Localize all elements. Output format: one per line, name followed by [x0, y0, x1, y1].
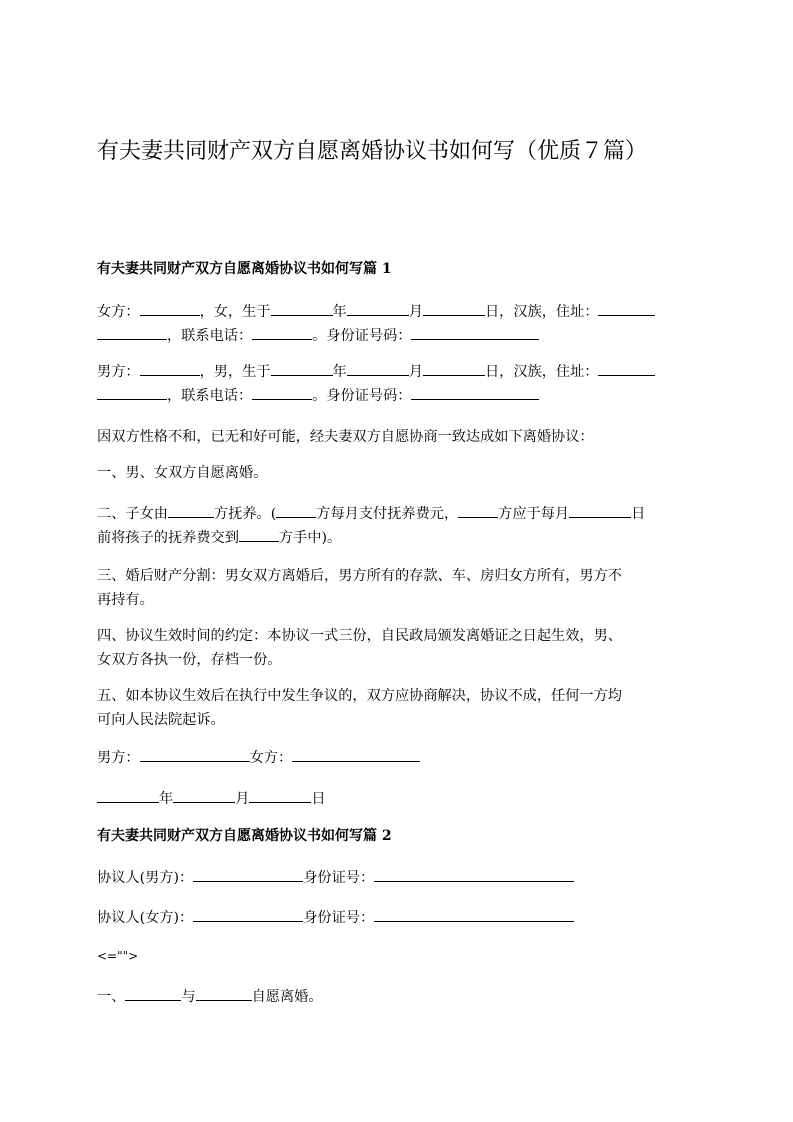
phone-label: ，联系电话： [167, 328, 253, 344]
clause-2-child-custody [97, 502, 697, 550]
man-gender-birth-label: ，男，生于 [199, 364, 271, 380]
clause-text: 自愿离婚。 [251, 989, 323, 1005]
year-label: 年 [159, 791, 174, 807]
stray-markup-text: <=""> [97, 949, 139, 963]
blank-line [252, 324, 312, 340]
blank-line [411, 384, 539, 400]
year-label: 年 [332, 304, 347, 320]
blank-line [271, 300, 333, 316]
blank-line [125, 985, 181, 1001]
address-label: 日，汉族，住址： [484, 364, 599, 380]
id-number-label: 身份证号： [303, 870, 375, 886]
month-label: 月 [408, 304, 423, 320]
party-man-label: 协议人(男方)： [97, 870, 194, 886]
clause-text: 再持有。 [97, 592, 154, 608]
blank-line [193, 866, 303, 882]
clause-4-effective-date [97, 624, 697, 672]
clause-text: 方手中)。 [278, 530, 342, 546]
agreement-intro: 因双方性格不和，已无和好可能，经夫妻双方自愿协商一致达成如下离婚协议： [97, 429, 594, 445]
clause-text: 女双方各执一份，存档一份。 [97, 652, 282, 668]
clause-text: 四、协议生效时间的约定：本协议一式三份，自民政局颁发离婚证之日起生效，男、 [97, 628, 622, 644]
clause-text: 五、如本协议生效后在执行中发生争议的，双方应协商解决，协议不成，任何一方均 [97, 688, 622, 704]
section-2-heading: 有夫妻共同财产双方自愿离婚协议书如何写篇 2 [97, 828, 392, 844]
man-info-paragraph [97, 360, 697, 408]
party-man-line [97, 866, 697, 890]
party-woman-label: 协议人(女方)： [97, 910, 194, 926]
day-label: 日 [311, 791, 326, 807]
clause-text: 二、子女由 [97, 506, 168, 522]
blank-line [374, 866, 574, 882]
month-label: 月 [408, 364, 423, 380]
id-number-label: 。身份证号码： [312, 388, 412, 404]
blank-line [347, 300, 409, 316]
address-label: 日，汉族，住址： [484, 304, 599, 320]
clause-text: 前将孩子的抚养费交到 [97, 530, 239, 546]
blank-line [140, 746, 250, 762]
blank-line [411, 324, 539, 340]
blank-line [140, 360, 200, 376]
blank-line [97, 384, 167, 400]
clause-1: 一、男、女双方自愿离婚。 [97, 465, 268, 481]
clause-text: 可向人民法院起诉。 [97, 712, 225, 728]
section-1-heading: 有夫妻共同财产双方自愿离婚协议书如何写篇 1 [97, 261, 392, 277]
clause-text: 日 [631, 506, 646, 522]
clause-text: 三、婚后财产分割：男女双方离婚后，男方所有的存款、车、房归女方所有，男方不 [97, 568, 622, 584]
year-label: 年 [332, 364, 347, 380]
blank-line [140, 300, 200, 316]
clause-text: 一、 [97, 989, 126, 1005]
blank-line [249, 787, 311, 803]
woman-signature-label: 女方： [249, 750, 293, 766]
blank-line [168, 502, 214, 518]
blank-line [347, 360, 409, 376]
blank-line [423, 360, 485, 376]
phone-label: ，联系电话： [167, 388, 253, 404]
blank-line [292, 746, 420, 762]
woman-gender-birth-label: ，女，生于 [199, 304, 271, 320]
blank-line [276, 502, 316, 518]
signature-line [97, 746, 697, 770]
blank-line [598, 360, 655, 376]
man-label: 男方： [97, 364, 140, 380]
clause-text: 方应于每月 [498, 506, 570, 522]
clause-3-property [97, 564, 697, 612]
clause-text: 方每月支付抚养费元， [316, 506, 459, 522]
blank-line [458, 502, 498, 518]
blank-line [196, 985, 252, 1001]
id-number-label: 。身份证号码： [312, 328, 412, 344]
woman-label: 女方： [97, 304, 140, 320]
clause-text: 与 [181, 989, 196, 1005]
blank-line [423, 300, 485, 316]
party-woman-line [97, 906, 697, 930]
blank-line [569, 502, 631, 518]
blank-line [598, 300, 655, 316]
blank-line [97, 787, 159, 803]
blank-line [173, 787, 235, 803]
section-2-clause-1 [97, 985, 697, 1009]
man-signature-label: 男方： [97, 750, 140, 766]
document-title: 有夫妻共同财产双方自愿离婚协议书如何写（优质７篇） [97, 139, 648, 164]
blank-line [271, 360, 333, 376]
month-label: 月 [235, 791, 250, 807]
blank-line [239, 526, 279, 542]
blank-line [374, 906, 574, 922]
date-line [97, 787, 697, 811]
clause-text: 方抚养。( [213, 506, 277, 522]
clause-5-disputes [97, 684, 697, 732]
blank-line [252, 384, 312, 400]
blank-line [97, 324, 167, 340]
blank-line [193, 906, 303, 922]
woman-info-paragraph [97, 300, 697, 348]
id-number-label: 身份证号： [303, 910, 375, 926]
